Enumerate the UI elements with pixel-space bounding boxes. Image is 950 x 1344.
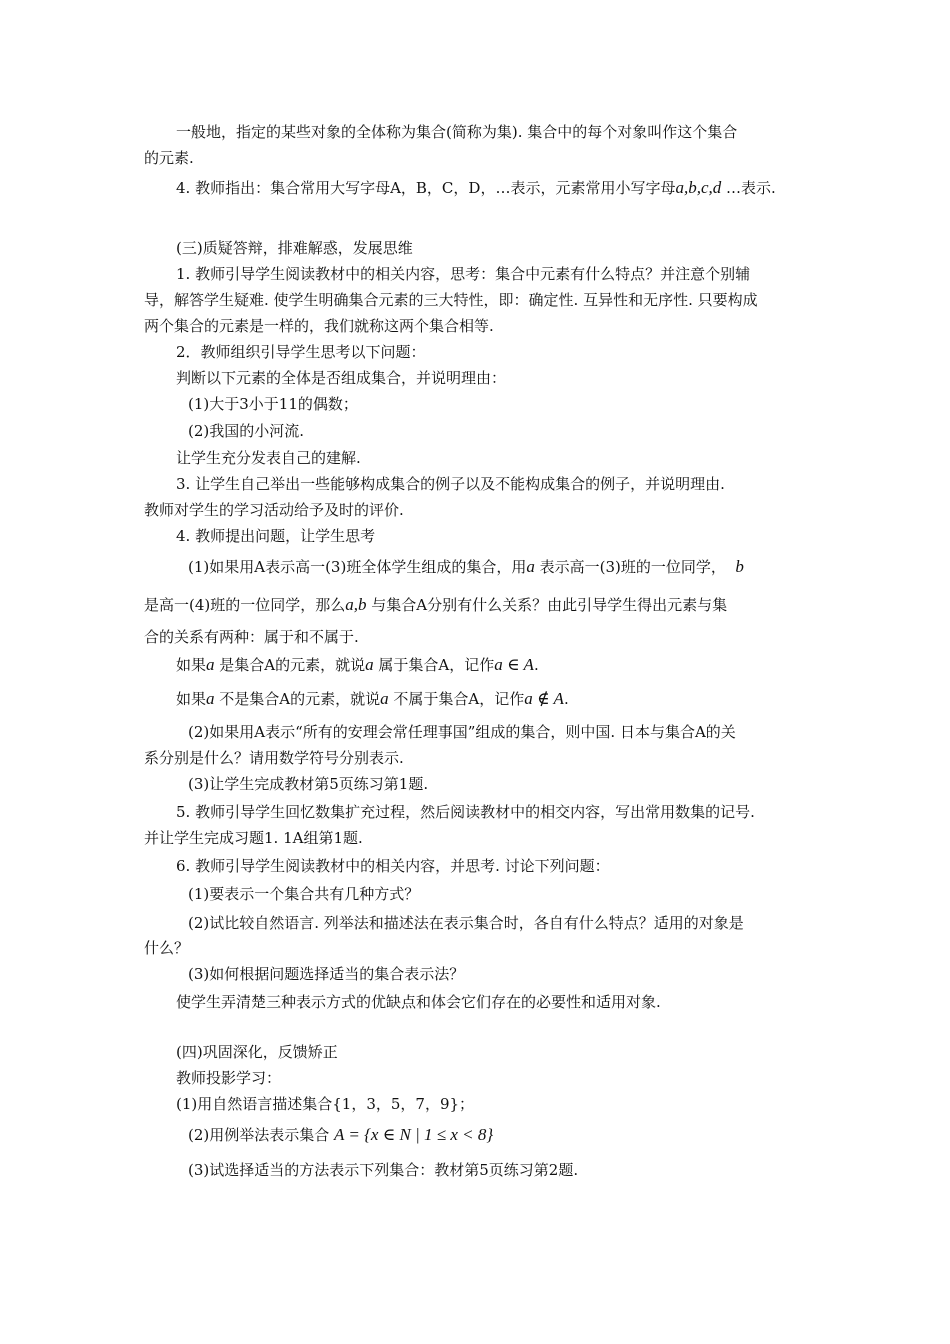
paragraph-line: 使学生弄清楚三种表示方式的优缺点和体会它们存在的必要性和适用对象.	[176, 993, 661, 1011]
paragraph-line: 让学生充分发表自己的建解.	[176, 449, 361, 467]
paragraph-line: 如果a 是集合A的元素，就说a 属于集合A，记作a ∈ A.	[176, 655, 539, 674]
paragraph-line: 2．教师组织引导学生思考以下问题：	[176, 343, 426, 361]
paragraph-line: 导，解答学生疑难. 使学生明确集合元素的三大特性，即：确定性. 互异性和无序性. 只要构成	[144, 291, 758, 309]
paragraph-line: 的元素.	[144, 149, 194, 167]
list-item: (1)如果用A表示高一(3)班全体学生组成的集合，用a 表示高一(3)班的一位同学， b	[188, 557, 744, 576]
list-item: (1)大于3小于11的偶数；	[188, 395, 358, 413]
list-item: (2)我国的小河流.	[188, 422, 305, 440]
paragraph-line: 判断以下元素的全体是否组成集合，并说明理由：	[176, 369, 507, 387]
paragraph-line: 如果a 不是集合A的元素，就说a 不属于集合A，记作a ∉ A.	[176, 689, 569, 708]
paragraph-line: 6. 教师引导学生阅读教材中的相关内容，并思考. 讨论下列问题：	[176, 857, 610, 875]
list-item: (1)要表示一个集合共有几种方式？	[188, 885, 420, 903]
list-item: (1)用自然语言描述集合{1，3，5，7，9}；	[176, 1095, 475, 1113]
list-item: (2)用例举法表示集合 A = {x ∈ N | 1 ≤ x < 8}	[188, 1125, 494, 1144]
paragraph-line: 什么？	[144, 939, 190, 957]
section-heading: (三)质疑答辩，排难解惑，发展思维	[176, 239, 413, 257]
list-item: (3)让学生完成教材第5页练习第1题.	[188, 775, 429, 793]
paragraph-line: 系分别是什么？请用数学符号分别表示.	[144, 749, 404, 767]
paragraph-line: 4. 教师提出问题，让学生思考	[176, 527, 376, 545]
paragraph-line: 两个集合的元素是一样的，我们就称这两个集合相等.	[144, 317, 494, 335]
paragraph-line: 4. 教师指出：集合常用大写字母A，B，C，D，…表示，元素常用小写字母a,b,c,d …表示.	[176, 178, 776, 197]
paragraph-line: 是高一(4)班的一位同学，那么a,b 与集合A分别有什么关系？由此引导学生得出元素与集	[144, 595, 728, 614]
paragraph-line: 1. 教师引导学生阅读教材中的相关内容，思考：集合中元素有什么特点？并注意个别辅	[176, 265, 751, 283]
paragraph-line: 合的关系有两种：属于和不属于.	[144, 628, 359, 646]
section-heading: (四)巩固深化，反馈矫正	[176, 1043, 338, 1061]
paragraph-line: 并让学生完成习题1. 1A组第1题.	[144, 829, 363, 847]
paragraph-line: 一般地，指定的某些对象的全体称为集合(简称为集). 集合中的每个对象叫作这个集合	[176, 123, 738, 141]
paragraph-line: 教师对学生的学习活动给予及时的评价.	[144, 501, 404, 519]
list-item: (3)如何根据问题选择适当的集合表示法？	[188, 965, 465, 983]
paragraph-line: 5. 教师引导学生回忆数集扩充过程，然后阅读教材中的相交内容，写出常用数集的记号.	[176, 803, 755, 821]
list-item: (2)试比较自然语言. 列举法和描述法在表示集合时，各自有什么特点？适用的对象是	[188, 914, 744, 932]
list-item: (2)如果用A表示“所有的安理会常任理事国”组成的集合，则中国. 日本与集合A的关	[188, 723, 736, 741]
list-item: (3)试选择适当的方法表示下列集合：教材第5页练习第2题.	[188, 1161, 579, 1179]
paragraph-line: 3. 让学生自己举出一些能够构成集合的例子以及不能构成集合的例子，并说明理由.	[176, 475, 725, 493]
paragraph-line: 教师投影学习：	[176, 1069, 282, 1087]
